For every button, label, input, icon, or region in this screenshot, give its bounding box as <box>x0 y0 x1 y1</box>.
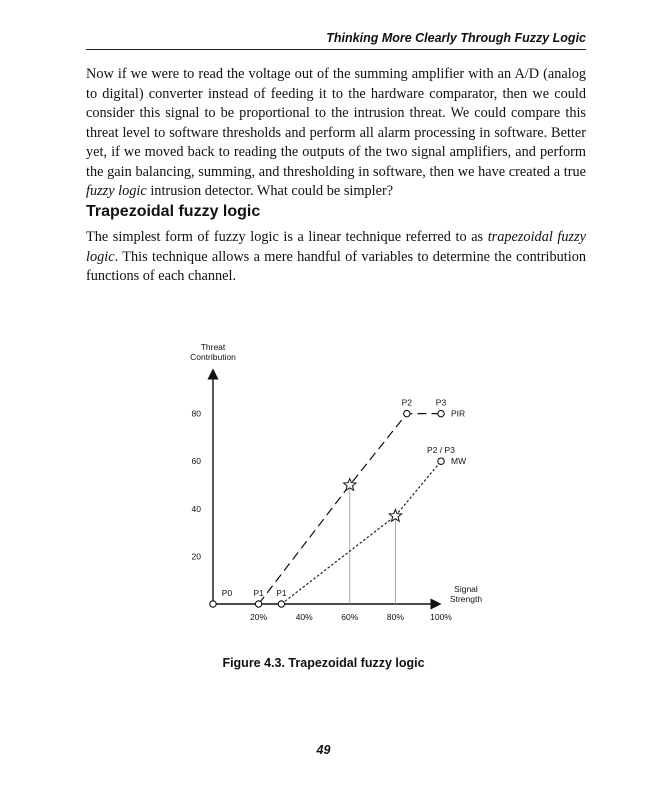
text-run: . This technique allows a mere handful of variables to determine the contribution functions of each channel. <box>86 248 586 284</box>
point-marker <box>404 410 410 416</box>
running-header: Thinking More Clearly Through Fuzzy Logic <box>326 31 586 45</box>
origin-label: P0 <box>221 588 233 598</box>
text-run: Now if we were to read the voltage out of the summing amplifier with an A/D (analog to digital) converter instead of feeding it to the hardware comparator, then we could consider this signal to be proportional to the intrusion threat. We could compare this threat level to software thresholds and perform all alarm processing in software. Better yet, if we moved back to reading the outputs of the two signal amplifiers, and perform the gain balancing, summing, and thresholding in software, then we have created a true <box>86 66 586 180</box>
section-heading: Trapezoidal fuzzy logic <box>86 203 261 220</box>
header-rule <box>86 49 586 50</box>
origin-marker <box>210 601 216 607</box>
point-label: P2 <box>401 397 413 408</box>
y-tick-label: 80 <box>191 408 201 419</box>
x-tick-label: 100% <box>430 612 452 622</box>
point-label: P3 <box>435 397 447 408</box>
trapezoidal-fuzzy-logic-chart <box>0 330 647 650</box>
text-run: intrusion detector. What could be simpler? <box>146 183 394 199</box>
body-paragraph-1 <box>86 65 586 202</box>
x-tick-label: 60% <box>341 612 359 622</box>
series-name-mw: MW <box>451 456 467 467</box>
point-marker <box>438 410 444 416</box>
body-paragraph-2 <box>86 228 586 287</box>
text-run: The simplest form of fuzzy logic is a linear technique referred to as <box>86 229 488 245</box>
x-axis-label: Strength <box>449 594 483 604</box>
x-tick-label: 40% <box>295 612 313 622</box>
y-axis-label: Contribution <box>190 352 236 362</box>
italic-term: trapezoidal fuzzy logic <box>86 229 586 265</box>
point-label: P1 <box>276 588 287 598</box>
point-marker <box>255 601 261 607</box>
page-number: 49 <box>316 743 331 757</box>
y-tick-label: 60 <box>191 456 201 467</box>
point-marker <box>278 601 284 607</box>
x-tick-label: 20% <box>250 612 268 622</box>
y-tick-label: 20 <box>191 551 201 562</box>
point-label: P1 <box>253 588 264 598</box>
y-axis-label: Threat <box>200 342 226 352</box>
series-line-mw <box>281 461 441 604</box>
figure-caption: Figure 4.3. Trapezoidal fuzzy logic <box>222 656 425 670</box>
point-marker <box>438 458 444 464</box>
x-axis-label: Signal <box>454 584 478 594</box>
y-tick-label: 40 <box>191 503 201 514</box>
point-label: P2 / P3 <box>427 445 455 456</box>
italic-term: fuzzy logic <box>86 183 147 199</box>
x-tick-label: 80% <box>386 612 404 622</box>
series-name-pir: PIR <box>451 408 466 419</box>
